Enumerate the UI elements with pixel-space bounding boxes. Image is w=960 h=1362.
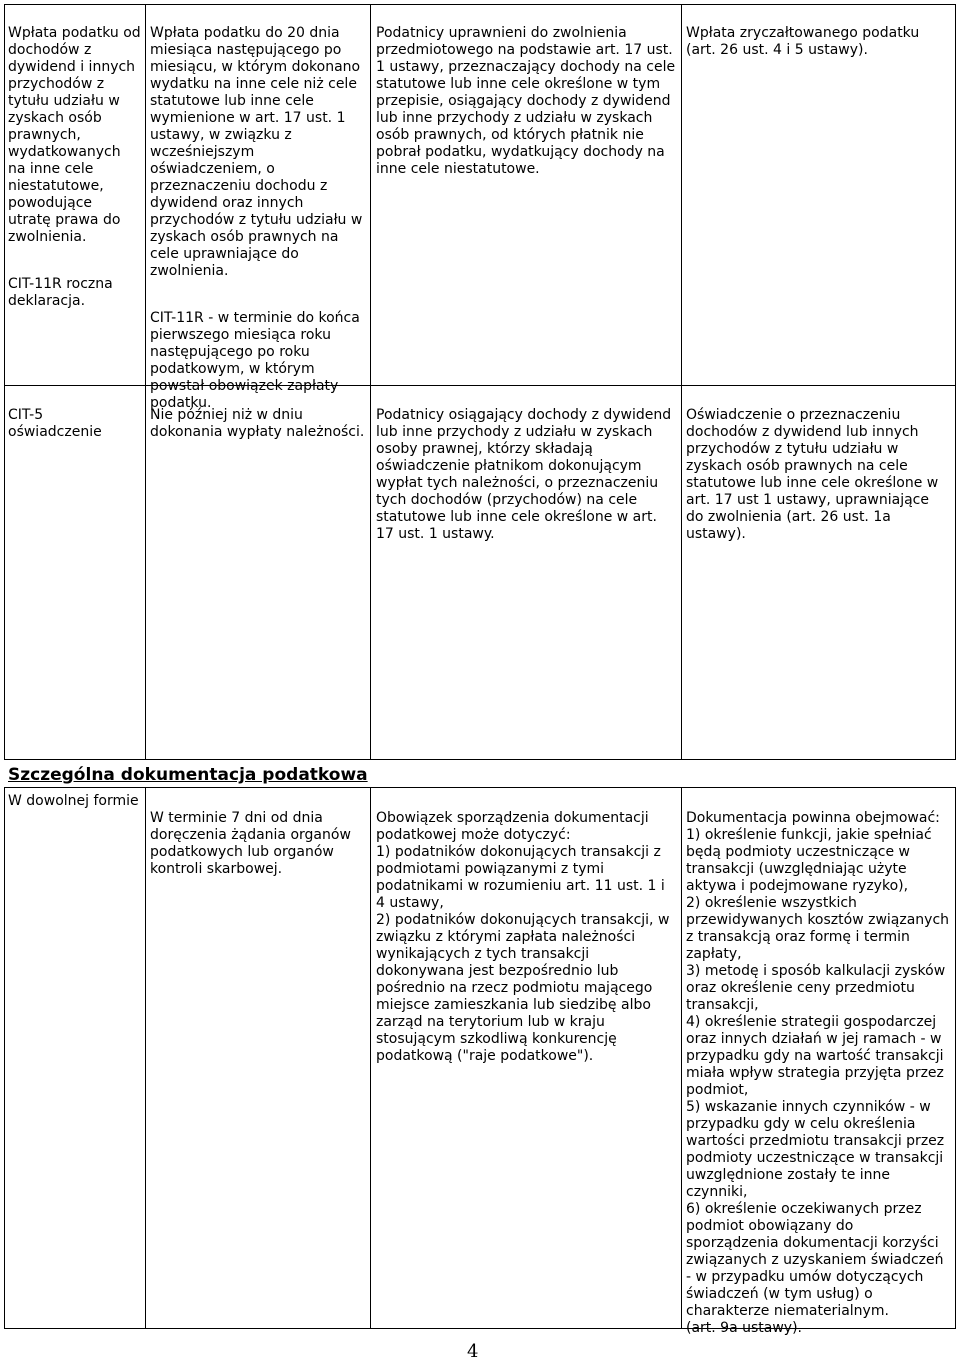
row1-notes-text: Wpłata zryczałtowanego podatku (art. 26 ust. 4 i 5 ustawy).: [686, 25, 920, 58]
row1-notes-cell: [686, 8, 954, 76]
section-title: Szczególna dokumentacja podatkowa: [8, 765, 368, 785]
section-table-top: [4, 787, 956, 788]
row1-form-cell: [8, 8, 144, 327]
section-border-right: [955, 787, 956, 1329]
table-border-col2: [145, 4, 146, 760]
section-who-cell: [376, 793, 680, 1082]
row2-form-cell: [8, 390, 144, 458]
table-border-left: [4, 4, 5, 760]
row2-notes-cell: [686, 390, 954, 560]
section-border-col2: [145, 787, 146, 1329]
section-deadline-text: W terminie 7 dni od dnia doręczenia żądania organów podatkowych lub organów kontroli skarbowej.: [150, 810, 351, 877]
page-number: 4: [467, 1341, 479, 1362]
section-form-cell: [8, 793, 148, 810]
section-border-left: [4, 787, 5, 1329]
row1-deadline-declaration: CIT-11R - w terminie do końca pierwszego miesiąca roku następującego po roku podatkowym, w którym powstał obowiązek zapłaty podatku.: [150, 310, 360, 411]
row1-who-text: Podatnicy uprawnieni do zwolnienia przedmiotowego na podstawie art. 17 ust. 1 ustawy, przeznaczający dochody na cele statutowe lub inne cele określone w tym przepisie, osiągający dochody z dywidend lub inne przychody z udziału w zyskach osób prawnych, od których płatnik nie pobrał podatku, wydatkujący dochody na inne cele niestatutowe.: [376, 25, 676, 177]
section-deadline-cell: [150, 793, 372, 895]
table-border-col4: [681, 4, 682, 760]
row2-deadline-cell: [150, 390, 372, 458]
table-border-bottom: [4, 759, 956, 760]
row1-deadline-cell: [150, 8, 372, 429]
table-row-divider: [4, 385, 956, 386]
section-notes-cell: [686, 793, 954, 1354]
table-border-right: [955, 4, 956, 760]
row1-form-declaration: CIT-11R roczna deklaracja.: [8, 276, 113, 309]
row1-form-description: Wpłata podatku od dochodów z dywidend i innych przychodów z tytułu udziału w zyskach osób prawnych, wydatkowanych na inne cele niestatutowe, powodujące utratę prawa do zwolnienia.: [8, 25, 141, 245]
row2-form-text: CIT-5 oświadczenie: [8, 407, 102, 440]
row2-who-cell: [376, 390, 680, 560]
section-notes-text: Dokumentacja powinna obejmować: 1) określenie funkcji, jakie spełniać będą podmioty uczestniczące w transakcji (uwzględniając użyte aktywa i podejmowane ryzyko), 2) określenie wszystkich przewidywanych kosztów związanych z transakcją oraz formę i termin zapłaty, 3) metodę i sposób kalkulacji zysków oraz określenie ceny przedmiotu transakcji, 4) określenie strategii gospodarczej oraz innych działań w jej ramach - w przypadku gdy na wartość transakcji miała wpływ strategia przyjęta przez podmiot, 5) wskazanie innych czynników - w przypadku gdy w celu określenia wartości przedmiotu transakcji przez podmioty uczestniczące w transakcji uwzględnione zostały te inne czynniki, 6) określenie oczekiwanych przez podmiot obowiązany do sporządzenia dokumentacji korzyści związanych z uzyskaniem świadczeń - w przypadku umów dotyczących świadczeń (w tym usług) o charakterze niematerialnym. (art. 9a ustawy).: [686, 810, 950, 1336]
table-border-top: [4, 4, 956, 5]
section-who-text: Obowiązek sporządzenia dokumentacji podatkowej może dotyczyć: 1) podatników dokonujących transakcji z podmiotami powiązanymi z tymi podatnikami w rozumieniu art. 11 ust. 1 i 4 ustawy, 2) podatników dokonujących transakcji, w związku z którymi zapłata należności wynikających z tych transakcji dokonywana jest bezpośrednio lub pośrednio na rzecz podmiotu mającego miejsce zamieszkania lub siedzibę albo zarząd na terytorium lub w kraju stosującym szkodliwą konkurencję podatkową ("raje podatkowe").: [376, 810, 670, 1064]
row2-deadline-text: Nie później niż w dniu dokonania wypłaty należności.: [150, 407, 365, 440]
row1-who-cell: [376, 8, 680, 195]
row2-notes-text: Oświadczenie o przeznaczeniu dochodów z dywidend lub innych przychodów z tytułu udziału w zyskach osób prawnych na cele statutowe lub inne cele określone w art. 17 ust 1 ustawy, uprawniające do zwolnienia (art. 26 ust. 1a ustawy).: [686, 407, 939, 542]
section-border-col4: [681, 787, 682, 1329]
section-form-text: W dowolnej formie: [8, 793, 139, 809]
row1-deadline-payment: Wpłata podatku do 20 dnia miesiąca następującego po miesiącu, w którym dokonano wydatku na inne cele niż cele statutowe lub inne cele wymienione w art. 17 ust. 1 ustawy, w związku z wcześniejszym oświadczeniem, o przeznaczeniu dochodu z dywidend oraz innych przychodów z tytułu udziału w zyskach osób prawnych na cele uprawniające do zwolnienia.: [150, 25, 363, 279]
row2-who-text: Podatnicy osiągający dochody z dywidend lub inne przychody z udziału w zyskach osoby prawnej, którzy składają oświadczenie płatnikom dokonującym wypłat tych należności, o przeznaczeniu tych dochodów (przychodów) na cele statutowe lub inne cele określone w art. 17 ust. 1 ustawy.: [376, 407, 672, 542]
